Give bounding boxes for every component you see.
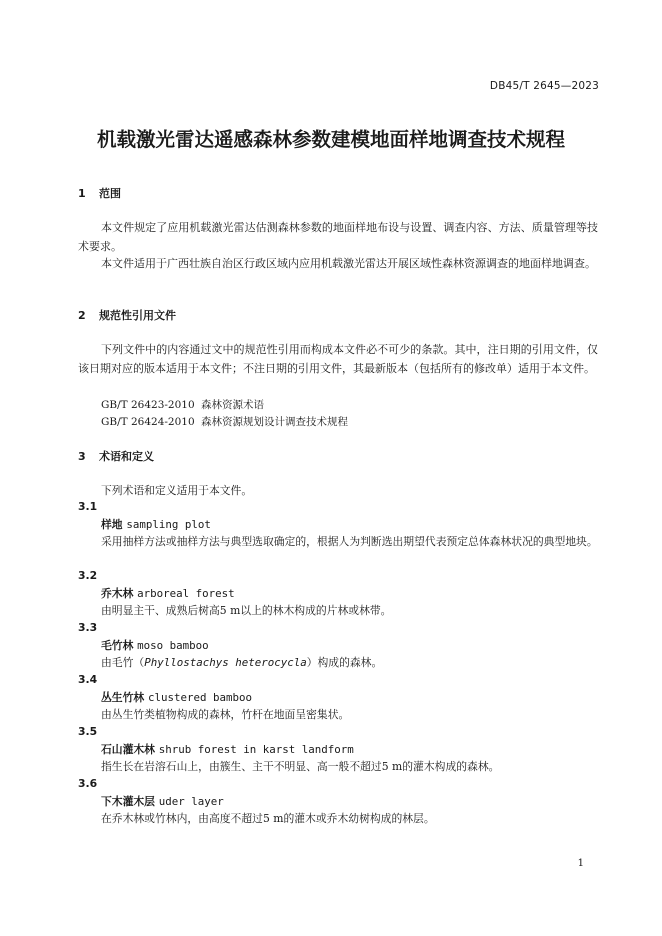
section-number: 1 <box>78 187 86 200</box>
term-heading <box>101 794 224 809</box>
section-title: 范围 <box>99 187 121 200</box>
section-number: 3 <box>78 450 86 463</box>
latin-name: Phyllostachys heterocycla <box>144 656 307 669</box>
term-zh: 下木灌木层 <box>101 795 155 808</box>
term-number: 3.3 <box>78 621 98 634</box>
section-3-heading <box>78 448 154 464</box>
section-1-heading <box>78 185 121 201</box>
document-title: 机载激光雷达遥感森林参数建模地面样地调查技术规程 <box>96 128 565 151</box>
section-title: 术语和定义 <box>99 450 154 463</box>
term-heading <box>101 586 235 601</box>
term-en: moso bamboo <box>137 639 209 652</box>
term-definition-pre: 由毛竹（ <box>101 656 145 669</box>
reference-item <box>101 414 348 429</box>
term-zh: 丛生竹林 <box>101 691 145 704</box>
term-zh: 乔木林 <box>101 587 134 600</box>
term-heading <box>101 690 252 705</box>
document-number: DB45/T 2645—2023 <box>489 80 599 92</box>
term-number: 3.4 <box>78 673 98 686</box>
term-definition: 由丛生竹类植物构成的森林，竹杆在地面呈密集状。 <box>101 708 350 721</box>
term-number: 3.5 <box>78 725 98 738</box>
term-zh: 样地 <box>101 518 123 531</box>
reference-item <box>101 397 264 412</box>
term-en: sampling plot <box>126 518 211 531</box>
term-definition: 由明显主干、成熟后树高5 m以上的林木构成的片林或林带。 <box>101 604 392 617</box>
term-heading <box>101 742 354 757</box>
term-definition: 指生长在岩溶石山上，由簇生、主干不明显、高一般不超过5 m的灌木构成的森林。 <box>101 760 500 773</box>
section-2-heading <box>78 307 176 323</box>
page-number: 1 <box>577 858 584 869</box>
section-2-paragraph: 下列文件中的内容通过文中的规范性引用而构成本文件必不可少的条款。其中，注日期的引用文件，仅该日期对应的版本适用于本文件；不注日期的引用文件，其最新版本（包括所有的修改单）适用于本文件。 <box>78 343 598 375</box>
term-number: 3.2 <box>78 569 98 582</box>
term-en: clustered bamboo <box>147 691 252 704</box>
section-3-intro: 下列术语和定义适用于本文件。 <box>101 484 253 497</box>
term-heading <box>101 638 209 653</box>
section-1-paragraph-2: 本文件适用于广西壮族自治区行政区域内应用机载激光雷达开展区域性森林资源调查的地面样地调查。 <box>101 257 596 270</box>
section-title: 规范性引用文件 <box>99 309 176 322</box>
reference-title: 森林资源规划设计调查技术规程 <box>201 416 348 428</box>
term-zh: 毛竹林 <box>101 639 134 652</box>
term-number: 3.1 <box>78 500 98 513</box>
term-en: uder layer <box>158 795 224 808</box>
term-definition <box>101 655 382 670</box>
term-definition: 在乔木林或竹林内，由高度不超过5 m的灌木或乔木幼树构成的林层。 <box>101 812 435 825</box>
section-number: 2 <box>78 309 86 322</box>
term-definition: 采用抽样方法或抽样方法与典型选取确定的，根据人为判断选出期望代表预定总体森林状况的典型地块。 <box>101 535 598 548</box>
term-number: 3.6 <box>78 777 98 790</box>
term-definition-post: ）构成的森林。 <box>306 656 383 669</box>
term-en: shrub forest in karst landform <box>158 743 354 756</box>
reference-title: 森林资源术语 <box>201 399 264 411</box>
section-1-paragraph-1: 本文件规定了应用机载激光雷达估测森林参数的地面样地布设与设置、调查内容、方法、质量管理等技术要求。 <box>78 221 598 253</box>
term-heading <box>101 517 211 532</box>
reference-code: GB/T 26423-2010 <box>101 399 195 411</box>
term-en: arboreal forest <box>137 587 235 600</box>
reference-code: GB/T 26424-2010 <box>101 416 195 428</box>
term-zh: 石山灌木林 <box>101 743 155 756</box>
